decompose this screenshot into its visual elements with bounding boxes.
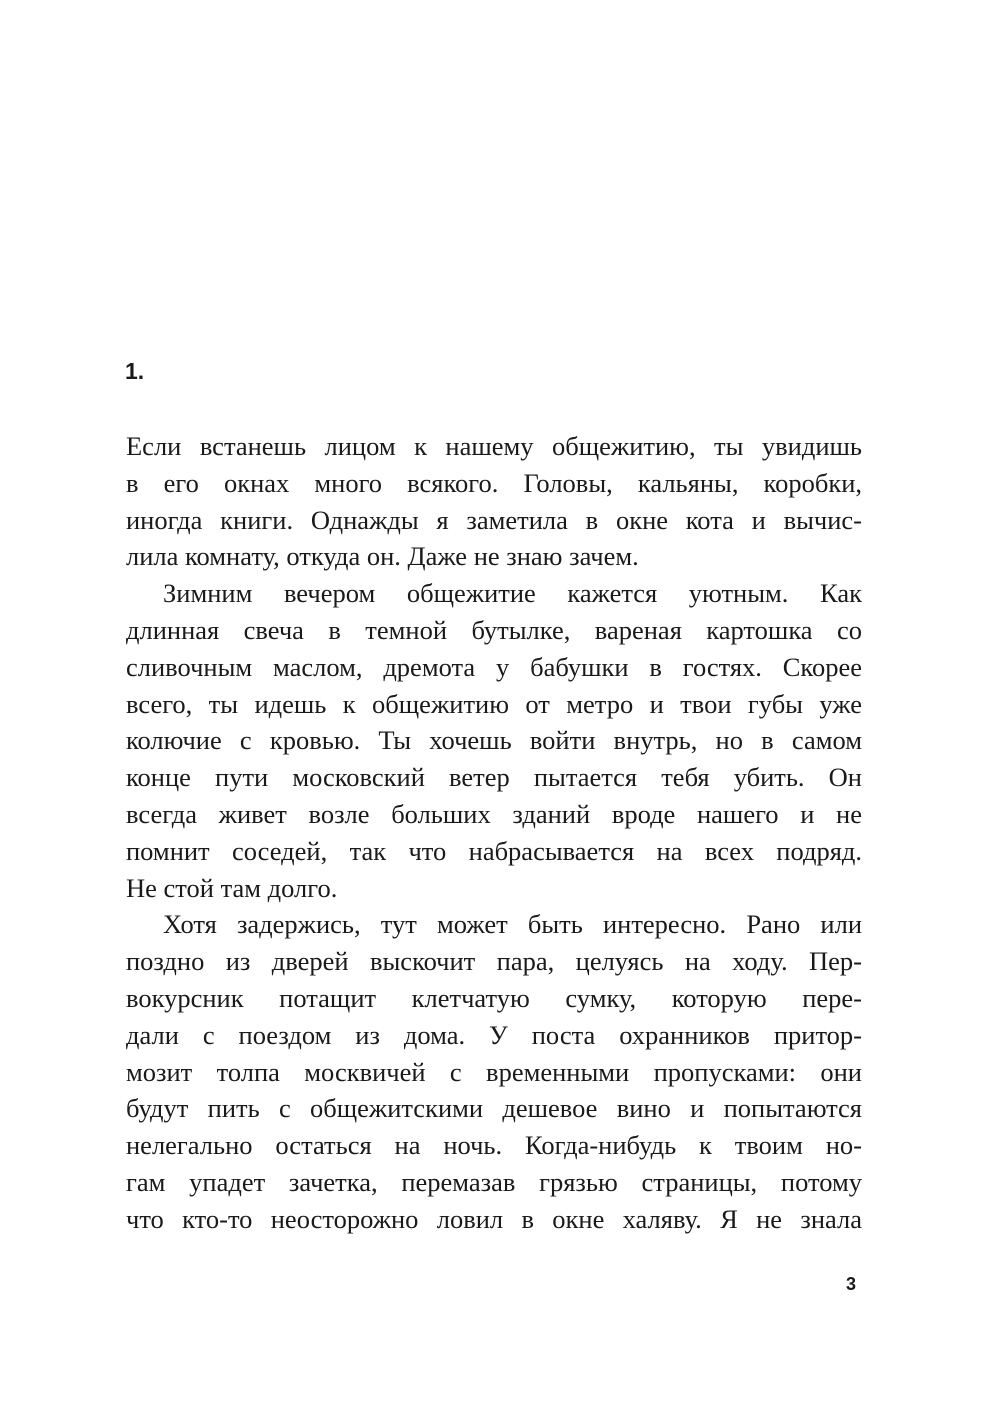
text-line: колючие с кровью. Ты хочешь войти внутрь, но в самом xyxy=(126,725,862,756)
text-line: всегда живет возле больших зданий вроде нашего и не xyxy=(126,798,862,829)
text-line: конце пути московский ветер пытается тебя убить. Он xyxy=(126,762,862,793)
text-line: гам упадет зачетка, перемазав грязью страницы, потому xyxy=(126,1166,862,1197)
page-number: 3 xyxy=(846,1274,857,1294)
text-line: поздно из дверей выскочит пара, целуясь на ходу. Пер- xyxy=(126,946,862,977)
text-line: Не стой там долго. xyxy=(126,872,338,903)
text-line: лила комнату, откуда он. Даже не знаю зачем. xyxy=(126,541,639,572)
text-line: нелегально остаться на ночь. Когда-нибудь к твоим но- xyxy=(126,1130,862,1161)
text-line: мозит толпа москвичей с временными пропусками: они xyxy=(126,1056,862,1087)
chapter-number: 1. xyxy=(125,358,145,384)
text-line: Зимним вечером общежитие кажется уютным. Как xyxy=(163,578,862,609)
text-line: дали с поездом из дома. У поста охранников притор- xyxy=(126,1019,862,1050)
text-line: Хотя задержись, тут может быть интересно. Рано или xyxy=(163,909,862,940)
body-text xyxy=(126,428,862,1238)
text-line: будут пить с общежитскими дешевое вино и попытаются xyxy=(126,1093,862,1124)
text-line: длинная свеча в темной бутылке, вареная картошка со xyxy=(126,614,862,645)
text-line: всего, ты идешь к общежитию от метро и твои губы уже xyxy=(126,688,862,719)
text-line: в его окнах много всякого. Головы, кальяны, коробки, xyxy=(126,467,862,498)
text-line: вокурсник потащит клетчатую сумку, которую пере- xyxy=(126,982,862,1013)
text-line: сливочным маслом, дремота у бабушки в гостях. Скорее xyxy=(126,651,862,682)
text-line: Если встанешь лицом к нашему общежитию, ты увидишь xyxy=(126,431,862,461)
text-line: помнит соседей, так что набрасывается на всех подряд. xyxy=(126,835,862,866)
text-line: иногда книги. Однажды я заметила в окне кота и вычис- xyxy=(126,504,862,535)
text-line: что кто-то неосторожно ловил в окне халяву. Я не знала xyxy=(126,1203,862,1234)
